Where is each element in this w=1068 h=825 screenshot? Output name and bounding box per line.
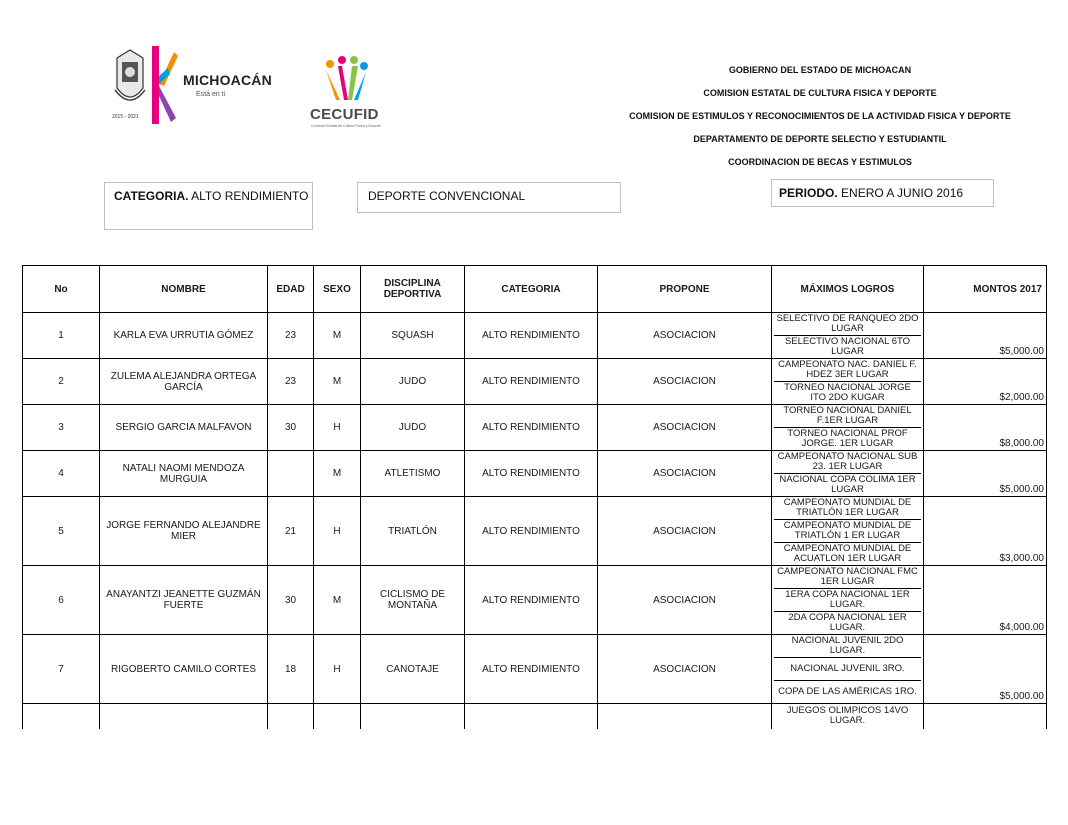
logros-list (774, 636, 921, 703)
logro-item: TORNEO NACIONAL DANIEL F.1ER LUGAR (774, 406, 921, 429)
cell-logros (772, 635, 924, 704)
cell-propone (598, 704, 772, 729)
categoria-label: CATEGORIA. (114, 189, 189, 203)
logro-item: TORNEO NACIONAL JORGE ITO 2DO KUGAR (784, 382, 911, 403)
cell-logros (772, 451, 924, 497)
cell-no: 5 (23, 497, 100, 566)
logro-item: SELECTIVO DE RANQUEO 2DO LUGAR (774, 314, 921, 337)
logro-item: CAMPEONATO MUNDIAL DE ACUATLON 1ER LUGAR (783, 542, 912, 564)
table-row (23, 635, 1047, 704)
logro-item: CAMPEONATO MUNDIAL DE TRIATLÓN 1 ER LUGAR (774, 520, 921, 543)
cell-logros (772, 704, 924, 729)
header-line-coordinacion: COORDINACION DE BECAS Y ESTIMULOS (728, 157, 912, 167)
logros-list (774, 567, 921, 634)
cell-logros (772, 497, 924, 566)
cell-categoria: ALTO RENDIMIENTO (465, 635, 598, 704)
cell-categoria: ALTO RENDIMIENTO (465, 359, 598, 405)
cell-sexo: M (314, 566, 361, 635)
header-nombre: NOMBRE (100, 266, 268, 313)
cell-logros (772, 313, 924, 359)
cell-categoria: ALTO RENDIMIENTO (465, 566, 598, 635)
state-seal-icon (113, 48, 147, 110)
cell-nombre (100, 704, 268, 729)
cell-monto: $5,000.00 (924, 313, 1047, 359)
logro-item: CAMPEONATO NACIONAL SUB 23. 1ER LUGAR (774, 452, 921, 475)
table-row (23, 359, 1047, 405)
cell-no: 2 (23, 359, 100, 405)
cell-propone: ASOCIACION (598, 359, 772, 405)
header-line-comision-estimulos: COMISION DE ESTIMULOS Y RECONOCIMIENTOS DE LA ACTIVIDAD FISICA Y DEPORTE (629, 111, 1011, 121)
cecufid-subtitle: Comisión Estatal de Cultura Física y Deporte (311, 124, 381, 128)
cell-sexo: H (314, 405, 361, 451)
cell-no (23, 704, 100, 729)
michoacan-tagline: Está en ti (196, 91, 226, 98)
logro-item: CAMPEONATO MUNDIAL DE TRIATLÓN 1ER LUGAR (774, 498, 921, 521)
periodo-label: PERIODO. (779, 186, 838, 200)
header-no: No (23, 266, 100, 313)
table-row (23, 497, 1047, 566)
cell-nombre: NATALI NAOMI MENDOZA MURGUIA (100, 451, 268, 497)
cell-propone: ASOCIACION (598, 451, 772, 497)
cell-sexo: H (314, 497, 361, 566)
cell-edad: 21 (268, 497, 314, 566)
logro-item: CAMPEONATO NACIONAL FMC 1ER LUGAR (774, 567, 921, 590)
cell-no: 7 (23, 635, 100, 704)
header-line-departamento: DEPARTAMENTO DE DEPORTE SELECTIO Y ESTUDIANTIL (693, 134, 947, 144)
becas-table (22, 265, 1047, 729)
logros-list (774, 360, 921, 404)
cell-edad: 30 (268, 566, 314, 635)
logros-list (774, 498, 921, 565)
cell-nombre: SERGIO GARCIA MALFAVON (100, 405, 268, 451)
table-row (23, 451, 1047, 497)
cell-propone: ASOCIACION (598, 566, 772, 635)
cell-disciplina: SQUASH (361, 313, 465, 359)
cecufid-wordmark: CECUFID (310, 106, 379, 123)
cell-disciplina: CANOTAJE (361, 635, 465, 704)
categoria-box (104, 182, 313, 230)
cell-disciplina: ATLETISMO (361, 451, 465, 497)
cell-nombre: ZULEMA ALEJANDRA ORTEGA GARCÍA (100, 359, 268, 405)
deporte-box (357, 182, 621, 213)
cell-no: 1 (23, 313, 100, 359)
header-categoria: CATEGORIA (465, 266, 598, 313)
cell-disciplina: JUDO (361, 359, 465, 405)
cell-monto: $3,000.00 (924, 497, 1047, 566)
header-disciplina: DISCIPLINA DEPORTIVA (361, 266, 465, 313)
categoria-value: ALTO RENDIMIENTO (191, 189, 309, 203)
cell-monto: $4,000.00 (924, 566, 1047, 635)
seal-years: 2015 - 2021 (112, 114, 139, 120)
cell-edad: 23 (268, 313, 314, 359)
cell-monto (924, 704, 1047, 729)
cell-nombre: RIGOBERTO CAMILO CORTES (100, 635, 268, 704)
cell-categoria: ALTO RENDIMIENTO (465, 313, 598, 359)
logro-item: NACIONAL COPA COLIMA 1ER LUGAR (779, 474, 916, 495)
logro-item: TORNEO NACIONAL PROF JORGE. 1ER LUGAR (787, 428, 908, 449)
periodo-value: ENERO A JUNIO 2016 (841, 186, 964, 200)
cell-logros (772, 566, 924, 635)
michoacan-k-logo-icon (150, 46, 178, 124)
cell-edad (268, 451, 314, 497)
header-edad: EDAD (268, 266, 314, 313)
cell-categoria (465, 704, 598, 729)
logros-list (774, 705, 921, 728)
logro-item: JUEGOS OLIMPICOS 14VO LUGAR. (786, 705, 909, 727)
cell-sexo: M (314, 359, 361, 405)
cell-nombre: JORGE FERNANDO ALEJANDRE MIER (100, 497, 268, 566)
logro-item: 2DA COPA NACIONAL 1ER LUGAR. (788, 611, 907, 633)
cell-nombre: ANAYANTZI JEANETTE GUZMÁN FUERTE (100, 566, 268, 635)
logro-item: NACIONAL JUVENIL 2DO LUGAR. (774, 636, 921, 659)
cell-disciplina: JUDO (361, 405, 465, 451)
cell-no: 4 (23, 451, 100, 497)
cell-propone: ASOCIACION (598, 313, 772, 359)
cell-propone: ASOCIACION (598, 405, 772, 451)
cell-logros (772, 359, 924, 405)
cell-propone: ASOCIACION (598, 497, 772, 566)
cell-sexo: M (314, 313, 361, 359)
logro-item: SELECTIVO NACIONAL 6TO LUGAR (784, 336, 911, 357)
logros-list (774, 452, 921, 496)
table-header-row (23, 266, 1047, 313)
periodo-box (771, 179, 994, 207)
cell-nombre: KARLA EVA URRUTIA GÓMEZ (100, 313, 268, 359)
header-propone: PROPONE (598, 266, 772, 313)
cell-sexo (314, 704, 361, 729)
logros-list (774, 406, 921, 450)
header-line-gobierno: GOBIERNO DEL ESTADO DE MICHOACAN (728, 65, 912, 75)
cell-disciplina (361, 704, 465, 729)
logro-item: CAMPEONATO NAC. DANIEL F. HDEZ 3ER LUGAR (774, 360, 921, 383)
table-body (23, 313, 1047, 729)
table-row (23, 704, 1047, 729)
cell-edad (268, 704, 314, 729)
deporte-value: DEPORTE CONVENCIONAL (368, 189, 526, 203)
cell-categoria: ALTO RENDIMIENTO (465, 451, 598, 497)
cell-disciplina: CICLISMO DE MONTAÑA (361, 566, 465, 635)
cell-sexo: M (314, 451, 361, 497)
cell-monto: $8,000.00 (924, 405, 1047, 451)
table-row (23, 566, 1047, 635)
cecufid-logo-icon (322, 56, 370, 104)
logro-item: NACIONAL JUVENIL 3RO. (774, 658, 921, 681)
cell-categoria: ALTO RENDIMIENTO (465, 405, 598, 451)
cell-edad: 23 (268, 359, 314, 405)
header-logros: MÁXIMOS LOGROS (772, 266, 924, 313)
cell-monto: $2,000.00 (924, 359, 1047, 405)
cell-propone: ASOCIACION (598, 635, 772, 704)
michoacan-wordmark: MICHOACÁN (183, 72, 272, 88)
cell-no: 3 (23, 405, 100, 451)
cell-monto: $5,000.00 (924, 451, 1047, 497)
table-row (23, 313, 1047, 359)
cell-no: 6 (23, 566, 100, 635)
cell-categoria: ALTO RENDIMIENTO (465, 497, 598, 566)
cell-edad: 30 (268, 405, 314, 451)
table-row (23, 405, 1047, 451)
logros-list (774, 314, 921, 358)
header-line-comision-estatal: COMISION ESTATAL DE CULTURA FISICA Y DEPORTE (703, 88, 937, 98)
becas-table-wrapper (22, 265, 1046, 729)
cell-sexo: H (314, 635, 361, 704)
header-sexo: SEXO (314, 266, 361, 313)
cell-monto: $5,000.00 (924, 635, 1047, 704)
cell-edad: 18 (268, 635, 314, 704)
logro-item: COPA DE LAS AMÉRICAS 1RO. (778, 685, 917, 697)
cell-logros (772, 405, 924, 451)
header-montos: MONTOS 2017 (924, 266, 1047, 313)
logro-item: 1ERA COPA NACIONAL 1ER LUGAR. (774, 589, 921, 612)
cell-disciplina: TRIATLÓN (361, 497, 465, 566)
